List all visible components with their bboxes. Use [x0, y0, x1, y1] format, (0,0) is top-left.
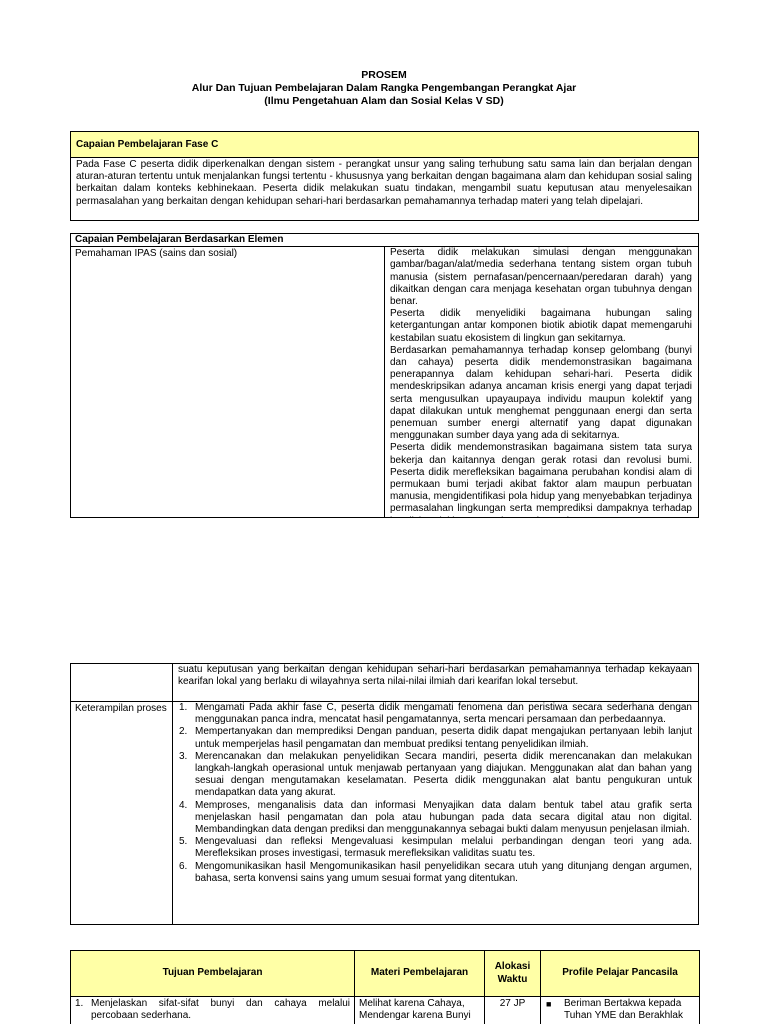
col-materi-header: Materi Pembelajaran	[355, 951, 485, 997]
list-item: 1. Mengamati Pada akhir fase C, peserta didik mengamati fenomena dan peristiwa secara sederhana dengan menggunakan panca indra, mencatat hasil pengamatannya, serta mencari persamaan dan perbedaannya.	[179, 702, 692, 726]
doc-subtitle: Alur Dan Tujuan Pembelajaran Dalam Rangka Pengembangan Perangkat Ajar	[191, 82, 577, 94]
continuation-text: suatu keputusan yang berkaitan dengan kehidupan sehari-hari berdasarkan pemahamannya terhadap kekayaan kearifan lokal yang berlaku di wilayahnya serta nilai-nilai ilmiah dari kearifan lokal tersebut.	[173, 664, 699, 702]
bullet-icon: ■	[546, 999, 552, 1009]
tujuan-cell: 1. Menjelaskan sifat-sifat bunyi dan cahaya melalui percobaan sederhana.	[71, 997, 355, 1024]
doc-subtitle-2: (Ilmu Pengetahuan Alam dan Sosial Kelas V SD)	[264, 95, 504, 107]
alokasi-cell: 27 JP	[485, 997, 541, 1024]
col-tujuan-header: Tujuan Pembelajaran	[71, 951, 355, 997]
tujuan-table	[70, 950, 700, 1024]
keterampilan-list	[178, 702, 692, 885]
pemahaman-paragraph: Peserta didik mendemonstrasikan bagaimana sistem tata surya bekerja dan kaitannya dengan gerak rotasi dan revolusi bumi. Peserta didik merefleksikan bagaimana perubahan kondisi alam di permukaan bumi terjadi akibat faktor alam maupun perbuatan manusia, mengidentifikasi pola hidup yang menyebabkan terjadinya permasalahan lingkungan serta memprediksi dampaknya terhadap	[390, 442, 692, 515]
elemen-table	[70, 233, 699, 518]
pemahaman-paragraph: Peserta didik menyelidiki bagaimana hubungan saling ketergantungan antar komponen biotik abiotik dapat memengaruhi kestabilan suatu ekosistem di lingkun gan sekitarnya.	[390, 308, 692, 344]
elemen-heading: Capaian Pembelajaran Berdasarkan Elemen	[71, 234, 699, 247]
col-profil-header: Profile Pelajar Pancasila	[541, 951, 700, 997]
keterampilan-label: Keterampilan proses	[71, 702, 173, 925]
document-header	[0, 69, 768, 108]
fase-c-heading: Capaian Pembelajaran Fase C	[71, 132, 698, 158]
list-item: 2. Mempertanyakan dan memprediksi Dengan panduan, peserta didik dapat mengajukan pertanyaan lebih lanjut untuk memperjelas hasil pengamatan dan membuat prediksi tentang penyelidikan ilmiah.	[179, 726, 692, 750]
profil-cell: ■ Beriman Bertakwa kepada Tuhan YME dan Berakhlak	[541, 997, 700, 1024]
pemahaman-text	[385, 247, 699, 518]
empty-label-cell	[71, 664, 173, 702]
fase-c-text: Pada Fase C peserta didik diperkenalkan dengan sistem - perangkat unsur yang saling terhubung satu sama lain dan berjalan dengan aturan-aturan tertentu untuk menjalankan fungsi tertentu - khususnya yang berkaitan dengan bagaimana alam dan kehidupan sosial saling berkaitan dalam konteks kebhinekaan. Peserta didik melakukan suatu tindakan, mengambil suatu keputusan atau menyelesaikan permasalahan yang berkaitan dengan kehidupan sehari-hari berdasarkan pemahamannya terhadap materi yang telah dipelajari.	[76, 159, 692, 207]
list-item: 4. Memproses, menganalisis data dan informasi Menyajikan data dalam bentuk tabel atau grafik serta menjelaskan hasil pengamatan dan pola atau hubungan pada data secara digital atau non digital. Membandingkan data dengan prediksi dan menggunakannya sebagai bukti dalam menyusun penjelasan ilmiah.	[179, 799, 692, 836]
col-alokasi-header: Alokasi Waktu	[485, 951, 541, 997]
pemahaman-label: Pemahaman IPAS (sains dan sosial)	[71, 247, 385, 518]
list-item: 5. Mengevaluasi dan refleksi Mengevaluasi kesimpulan melalui perbandingan dengan teori yang ada. Merefleksikan proses investigasi, termasuk merefleksikan validitas suatu tes.	[179, 836, 692, 860]
table-row	[71, 997, 700, 1024]
keterampilan-list-cell	[173, 702, 699, 925]
pemahaman-paragraph: Berdasarkan pemahamannya terhadap konsep gelombang (bunyi dan cahaya) peserta didik mendemonstrasikan bagaimana penerapannya dalam kehidupan sehari-hari. Peserta didik mendeskripsikan adanya ancaman krisis energi yang dapat terjadi serta mengusulkan upayaupaya individu maupun kolektif yang dapat dilakukan untuk menghemat penggunaan energi dan serta penemuan sumber energi alternatif yang dapat digunakan menggunakan sumber daya yang ada di sekitarnya.	[390, 344, 692, 442]
pemahaman-paragraph: Peserta didik melakukan simulasi dengan menggunakan gambar/bagan/alat/media sederhana tentang sistem organ tubuh manusia (sistem pernafasan/pencernaan/peredaran darah) yang dikaitkan dengan cara menjaga kesehatan organ tubuhnya dengan benar.	[390, 247, 692, 308]
elemen-table-continued	[70, 663, 699, 925]
doc-title: PROSEM	[361, 69, 407, 81]
list-item: 6. Mengomunikasikan hasil Mengomunikasikan hasil penyelidikan secara utuh yang ditunjang dengan argumen, bahasa, serta konvensi sains yang umum sesuai format yang ditentukan.	[179, 860, 692, 884]
list-item: 3. Merencanakan dan melakukan penyelidikan Secara mandiri, peserta didik merencanakan dan melakukan langkah-langkah operasional untuk menjawab pertanyaan yang diajukan. Menggunakan alat dan bahan yang sesuai dengan mengutamakan keselamatan. Peserta didik menggunakan alat bantu pengukuran untuk mendapatkan data yang akurat.	[179, 750, 692, 799]
fase-c-box	[70, 131, 699, 221]
materi-cell: Melihat karena Cahaya, Mendengar karena Bunyi	[355, 997, 485, 1024]
